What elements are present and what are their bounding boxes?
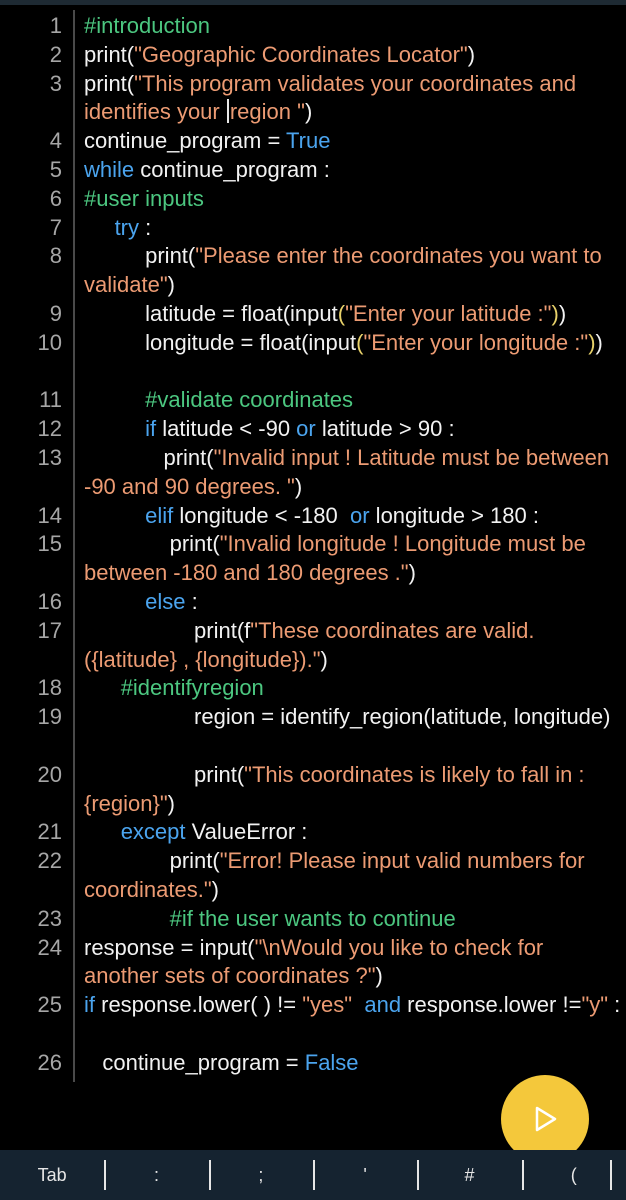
code-token: ) [167, 272, 175, 298]
code-token: ) [211, 876, 219, 902]
line-number: 15 [37, 531, 62, 557]
code-token: except [120, 819, 186, 845]
code-token: and [364, 992, 402, 1018]
code-line[interactable] [84, 386, 622, 415]
code-line[interactable] [84, 300, 622, 329]
key-colon[interactable]: : [104, 1150, 208, 1200]
code-token: ) [294, 473, 303, 499]
line-number: 18 [37, 675, 62, 701]
code-token: ValueError : [185, 819, 308, 845]
line-number: 6 [49, 185, 62, 211]
line-number: 10 [37, 329, 62, 355]
text-cursor [227, 99, 229, 123]
code-token: if [145, 416, 157, 442]
code-token: ) [558, 301, 567, 326]
code-token [84, 387, 145, 412]
code-line[interactable] [84, 41, 622, 70]
line-number: 11 [39, 387, 62, 413]
line-number: 7 [49, 214, 62, 240]
code-token [84, 215, 115, 240]
code-token: ) [304, 99, 313, 125]
key-hash[interactable]: # [417, 1150, 521, 1200]
code-token: while [84, 157, 135, 182]
code-line[interactable] [84, 674, 622, 703]
code-token [84, 416, 145, 441]
code-line[interactable] [84, 127, 622, 156]
gutter-divider [73, 10, 75, 1082]
key-semicolon[interactable]: ; [209, 1150, 313, 1200]
code-token: response = input( [84, 934, 255, 960]
code-token: ( [337, 301, 346, 326]
code-token: : [608, 992, 621, 1018]
code-token: print( [84, 243, 196, 269]
code-token: : [185, 589, 198, 614]
line-number: 16 [37, 589, 62, 614]
code-token: False [304, 1049, 359, 1075]
code-token: print( [84, 445, 214, 470]
line-number: 26 [37, 1049, 62, 1075]
code-token: elif [145, 502, 174, 528]
line-number: 24 [37, 934, 62, 960]
code-token: ) [551, 301, 559, 326]
code-line[interactable] [84, 617, 622, 675]
code-token: "These coordinates are valid. ({latitude} , {longitude})." [84, 617, 541, 672]
code-token: ) [595, 329, 603, 355]
code-token: ) [408, 560, 416, 586]
code-token: "Please enter the coordinates you want to validate" [84, 243, 608, 298]
play-icon [534, 1106, 558, 1132]
key-quote[interactable]: ' [313, 1150, 417, 1200]
line-number: 5 [49, 157, 62, 182]
code-token [84, 503, 145, 528]
code-line[interactable] [84, 530, 622, 588]
code-line[interactable] [84, 242, 622, 300]
line-number: 20 [37, 761, 62, 787]
code-token: ) [320, 646, 328, 672]
code-editor[interactable] [0, 5, 626, 1150]
code-token: "This program validates your coordinates and identifies your [84, 70, 583, 125]
code-token: #if the user wants to continue [169, 905, 456, 931]
code-token: "Error! Please input valid numbers for coordinates." [84, 848, 597, 902]
code-line[interactable] [84, 588, 622, 617]
line-number: 3 [49, 70, 62, 96]
code-token: ) [588, 329, 596, 355]
code-token: "Geographic Coordinates Locator" [134, 41, 468, 67]
code-token: "\nWould you like to check for another sets of coordinates ?" [84, 934, 550, 989]
line-number: 2 [49, 41, 62, 67]
code-token: print( [84, 41, 135, 67]
code-token: latitude > 90 : [315, 416, 455, 442]
code-token: "y" [581, 992, 609, 1018]
code-token [84, 906, 170, 931]
code-token [352, 992, 364, 1017]
line-number: 17 [37, 617, 62, 643]
code-line[interactable] [84, 185, 622, 214]
code-token: "This coordinates is likely to fall in : {region}" [84, 761, 591, 816]
code-token: ) [467, 41, 476, 67]
code-token: try [114, 214, 140, 240]
code-token: region = identify_region(latitude, longitude) [84, 704, 611, 730]
code-token: True [286, 128, 331, 154]
code-token: continue_program : [134, 157, 330, 182]
code-token: response.lower != [401, 992, 582, 1018]
code-token: print( [84, 848, 220, 874]
line-number: 23 [37, 905, 62, 931]
extra-keys-bar [0, 1150, 626, 1200]
code-token: else [145, 589, 186, 614]
code-line[interactable] [84, 761, 622, 819]
code-line[interactable] [84, 502, 622, 531]
code-token: longitude < -180 [173, 502, 350, 528]
code-token: : [139, 214, 152, 240]
code-line[interactable] [84, 415, 622, 444]
code-token [84, 819, 121, 844]
code-token: #identifyregion [120, 675, 264, 701]
code-token: "Enter your longitude :" [363, 329, 589, 355]
code-token: #user inputs [84, 185, 204, 211]
code-line[interactable] [84, 934, 622, 992]
code-line[interactable] [84, 156, 622, 185]
code-line[interactable] [84, 329, 622, 358]
code-line[interactable] [84, 818, 622, 847]
code-line[interactable] [84, 1049, 622, 1078]
code-token [84, 589, 145, 614]
line-number: 9 [49, 301, 62, 326]
code-token: #introduction [84, 13, 210, 38]
line-number: 19 [37, 704, 62, 730]
line-number: 25 [37, 992, 62, 1018]
line-number: 21 [37, 819, 62, 845]
line-number: 8 [49, 243, 62, 269]
code-token: print( [84, 70, 135, 96]
code-token: continue_program = [84, 128, 287, 154]
code-token: "Invalid longitude ! Longitude must be between -180 and 180 degrees ." [84, 531, 592, 586]
code-line[interactable] [84, 905, 622, 934]
code-token: or [350, 502, 370, 528]
code-line[interactable] [84, 70, 622, 128]
code-token: region " [229, 99, 305, 125]
code-token: latitude = float(input [84, 301, 338, 326]
code-token: "yes" [302, 992, 353, 1018]
line-number: 1 [49, 13, 62, 38]
code-line[interactable] [84, 12, 622, 41]
code-line[interactable] [84, 444, 622, 502]
code-token: response.lower( ) != [95, 992, 303, 1018]
code-token: "Enter your latitude :" [345, 301, 552, 326]
line-number: 14 [37, 502, 62, 528]
code-token: print(f [84, 617, 251, 643]
code-token: ) [167, 790, 175, 816]
keybar-divider [610, 1160, 612, 1190]
code-line[interactable] [84, 703, 622, 732]
code-token: or [296, 416, 316, 442]
key-open-paren[interactable]: ( [522, 1150, 626, 1200]
code-token: if [84, 992, 95, 1018]
code-token: ( [356, 329, 364, 355]
code-line[interactable] [84, 991, 622, 1020]
code-token: print( [84, 761, 245, 787]
line-number: 12 [37, 416, 62, 442]
line-number: 4 [49, 128, 62, 154]
code-token: latitude < -90 [156, 416, 297, 442]
line-number: 13 [37, 445, 62, 470]
code-token: "Invalid input ! Latitude must be between -90 and 90 degrees. " [84, 445, 616, 499]
code-token: ) [375, 963, 383, 989]
code-token: #validate coordinates [145, 387, 354, 413]
code-line[interactable] [84, 214, 622, 243]
code-line[interactable] [84, 847, 622, 905]
code-token [84, 675, 121, 700]
line-number: 22 [37, 848, 62, 874]
key-tab[interactable]: Tab [37, 1164, 67, 1185]
code-token: longitude > 180 : [369, 502, 539, 528]
code-token: print( [84, 531, 220, 557]
code-token: continue_program = [84, 1049, 305, 1075]
code-token: longitude = float(input [84, 329, 357, 355]
